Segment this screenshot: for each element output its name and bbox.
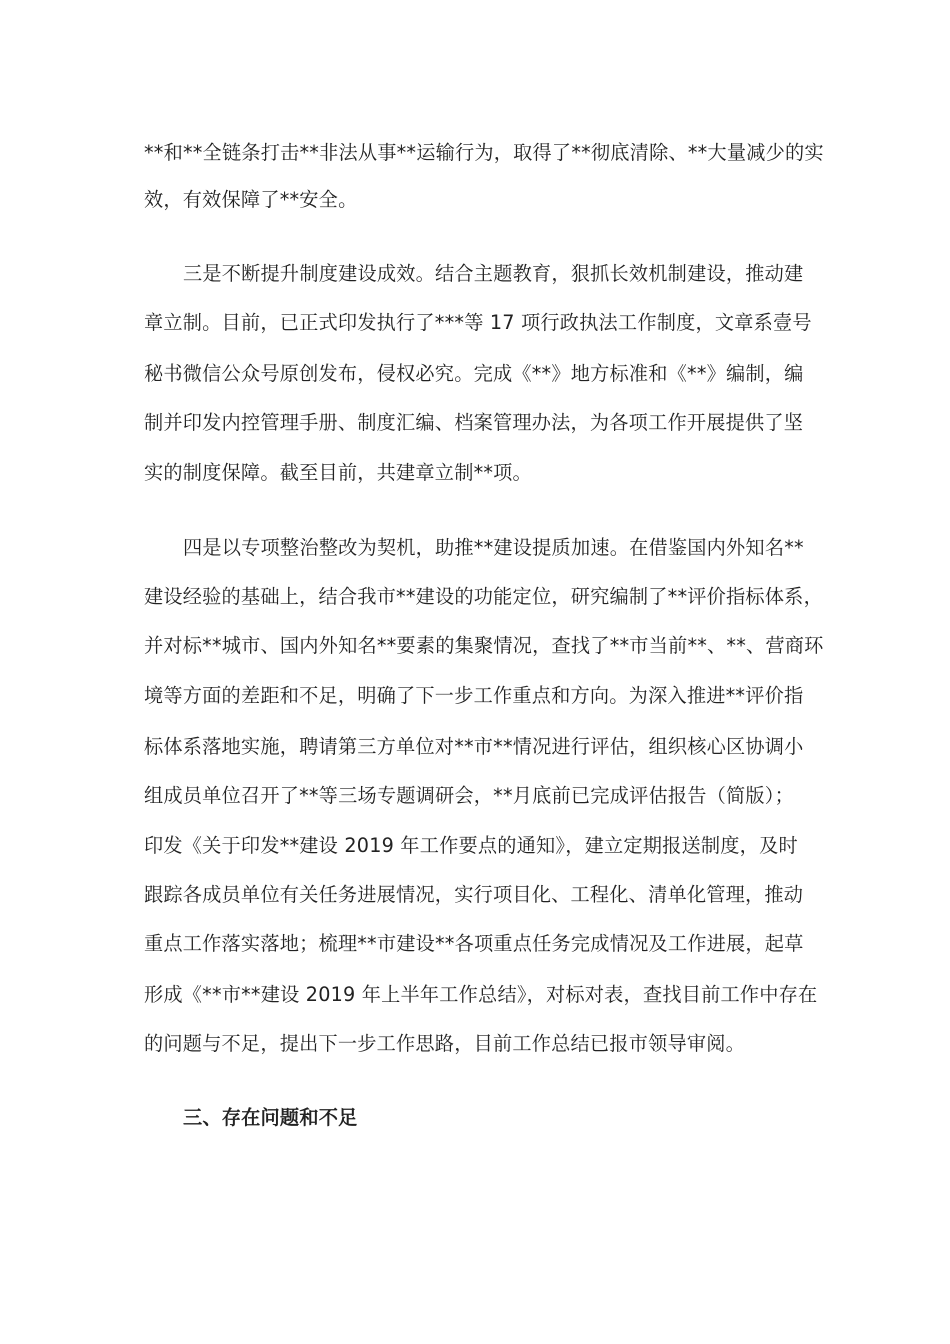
paragraph-3-line-10: 形成《**市**建设 2019 年上半年工作总结》，对标对表，查找目前工作中存在: [144, 983, 818, 1006]
paragraph-3-line-5: 标体系落地实施，聘请第三方单位对**市**情况进行评估，组织核心区协调小: [144, 735, 804, 758]
paragraph-2-line-2: 章立制。目前，已正式印发执行了***等 17 项行政执法工作制度，文章系壹号: [144, 311, 812, 334]
paragraph-3-line-7: 印发《关于印发**建设 2019 年工作要点的通知》，建立定期报送制度，及时: [144, 834, 798, 857]
paragraph-3-line-11: 的问题与不足，提出下一步工作思路，目前工作总结已报市领导审阅。: [144, 1032, 746, 1055]
paragraph-3-line-4: 境等方面的差距和不足，明确了下一步工作重点和方向。为深入推进**评价指: [144, 684, 804, 707]
paragraph-2-line-5: 实的制度保障。截至目前，共建章立制**项。: [144, 461, 532, 484]
paragraph-3-line-6: 组成员单位召开了**等三场专题调研会，**月底前已完成评估报告（简版）；: [144, 784, 794, 807]
paragraph-1-line-2: 效，有效保障了**安全。: [144, 188, 358, 211]
paragraph-3-line-1: 四是以专项整治整改为契机，助推**建设提质加速。在借鉴国内外知名**: [183, 536, 804, 559]
paragraph-3-line-9: 重点工作落实落地；梳理**市建设**各项重点任务完成情况及工作进展，起草: [144, 932, 804, 955]
paragraph-3-line-2: 建设经验的基础上，结合我市**建设的功能定位，研究编制了**评价指标体系，: [144, 585, 823, 608]
paragraph-2-line-3: 秘书微信公众号原创发布，侵权必究。完成《**》地方标准和《**》编制，编: [144, 362, 804, 385]
paragraph-1-line-1: **和**全链条打击**非法从事**运输行为，取得了**彻底清除、**大量减少的实: [144, 141, 824, 164]
section-heading: 三、存在问题和不足: [183, 1106, 358, 1129]
paragraph-3-line-8: 跟踪各成员单位有关任务进展情况，实行项目化、工程化、清单化管理，推动: [144, 883, 804, 906]
paragraph-3-line-3: 并对标**城市、国内外知名**要素的集聚情况，查找了**市当前**、**、营商环: [144, 634, 824, 657]
paragraph-2-line-1: 三是不断提升制度建设成效。结合主题教育，狠抓长效机制建设，推动建: [183, 262, 804, 285]
paragraph-2-line-4: 制并印发内控管理手册、制度汇编、档案管理办法，为各项工作开展提供了坚: [144, 411, 804, 434]
